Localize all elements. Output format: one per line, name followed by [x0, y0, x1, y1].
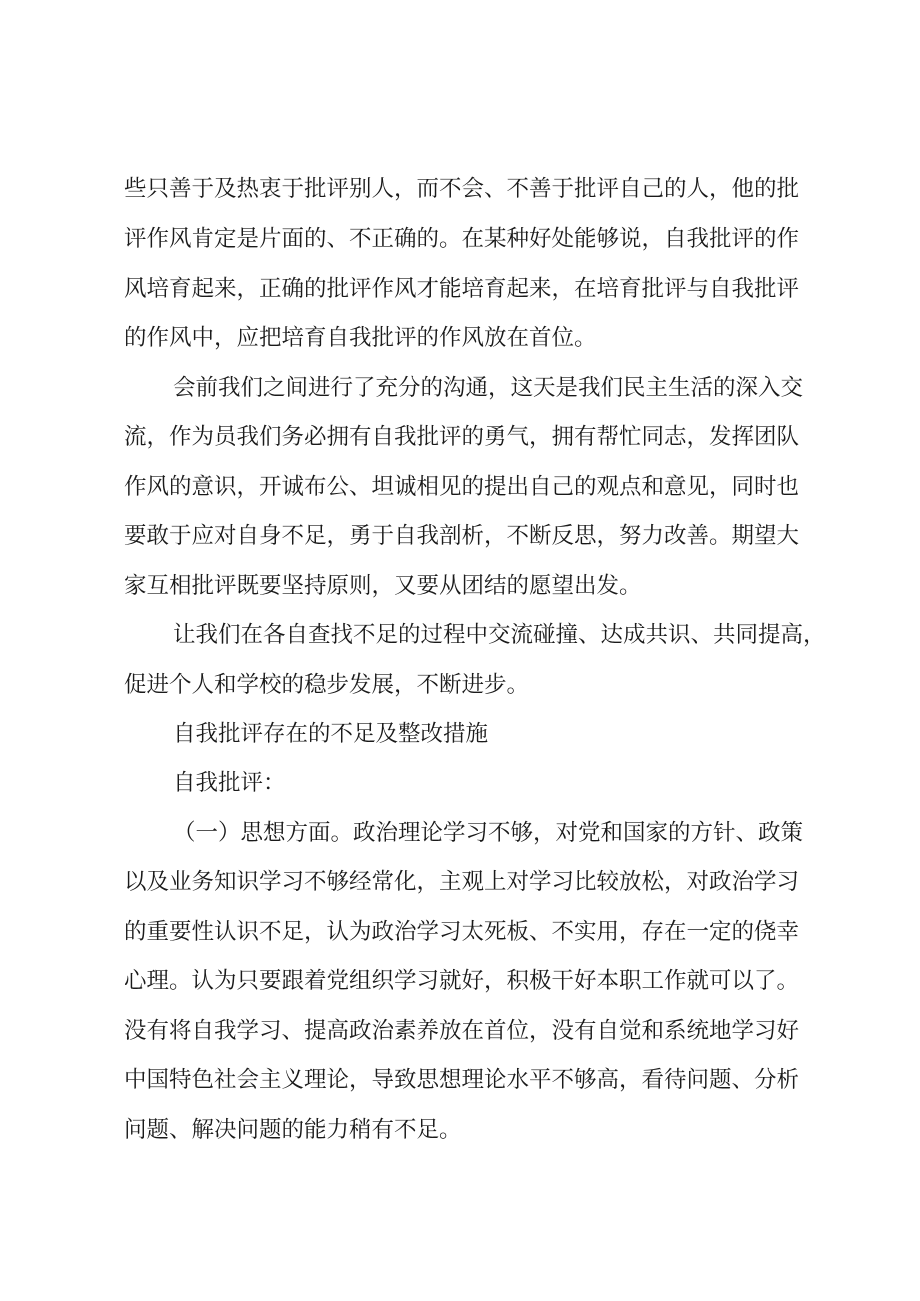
paragraph-2-line-4: 要敢于应对自身不足，勇于自我剖析，不断反思，努力改善。期望大	[124, 523, 800, 549]
paragraph-1-line-2: 评作风肯定是片面的、不正确的。在某种好处能够说，自我批评的作	[124, 226, 800, 252]
paragraph-6-line-5: 没有将自我学习、提高政治素养放在首位，没有自觉和系统地学习好	[124, 1018, 800, 1044]
subsection-label: 自我批评：	[173, 770, 286, 796]
paragraph-6-line-1: （一）思想方面。政治理论学习不够，对党和国家的方针、政策	[173, 820, 804, 846]
paragraph-1-line-1: 些只善于及热衷于批评别人，而不会、不善于批评自己的人，他的批	[124, 176, 800, 202]
paragraph-1-line-4: 的作风中，应把培育自我批评的作风放在首位。	[124, 325, 597, 351]
paragraph-2-line-5: 家互相批评既要坚持原则，又要从团结的愿望出发。	[124, 573, 642, 599]
paragraph-2-line-2: 流，作为员我们务必拥有自我批评的勇气，拥有帮忙同志，发挥团队	[124, 424, 800, 450]
paragraph-6-line-7: 问题、解决问题的能力稍有不足。	[124, 1117, 462, 1143]
section-heading: 自我批评存在的不足及整改措施	[173, 721, 489, 747]
paragraph-3-line-1: 让我们在各自查找不足的过程中交流碰撞、达成共识、共同提高，	[173, 622, 826, 648]
paragraph-1-line-3: 风培育起来，正确的批评作风才能培育起来，在培育批评与自我批评	[124, 276, 800, 302]
paragraph-6-line-6: 中国特色社会主义理论，导致思想理论水平不够高，看待问题、分析	[124, 1067, 800, 1093]
paragraph-6-line-3: 的重要性认识不足，认为政治学习太死板、不实用，存在一定的侥幸	[124, 919, 800, 945]
paragraph-2-line-1: 会前我们之间进行了充分的沟通，这天是我们民主生活的深入交	[173, 375, 804, 401]
paragraph-6-line-4: 心理。认为只要跟着党组织学习就好，积极干好本职工作就可以了。	[124, 968, 800, 994]
paragraph-2-line-3: 作风的意识，开诚布公、坦诚相见的提出自己的观点和意见，同时也	[124, 474, 800, 500]
paragraph-6-line-2: 以及业务知识学习不够经常化，主观上对学习比较放松，对政治学习	[124, 869, 800, 895]
paragraph-3-line-2: 促进个人和学校的稳步发展，不断进步。	[124, 672, 530, 698]
